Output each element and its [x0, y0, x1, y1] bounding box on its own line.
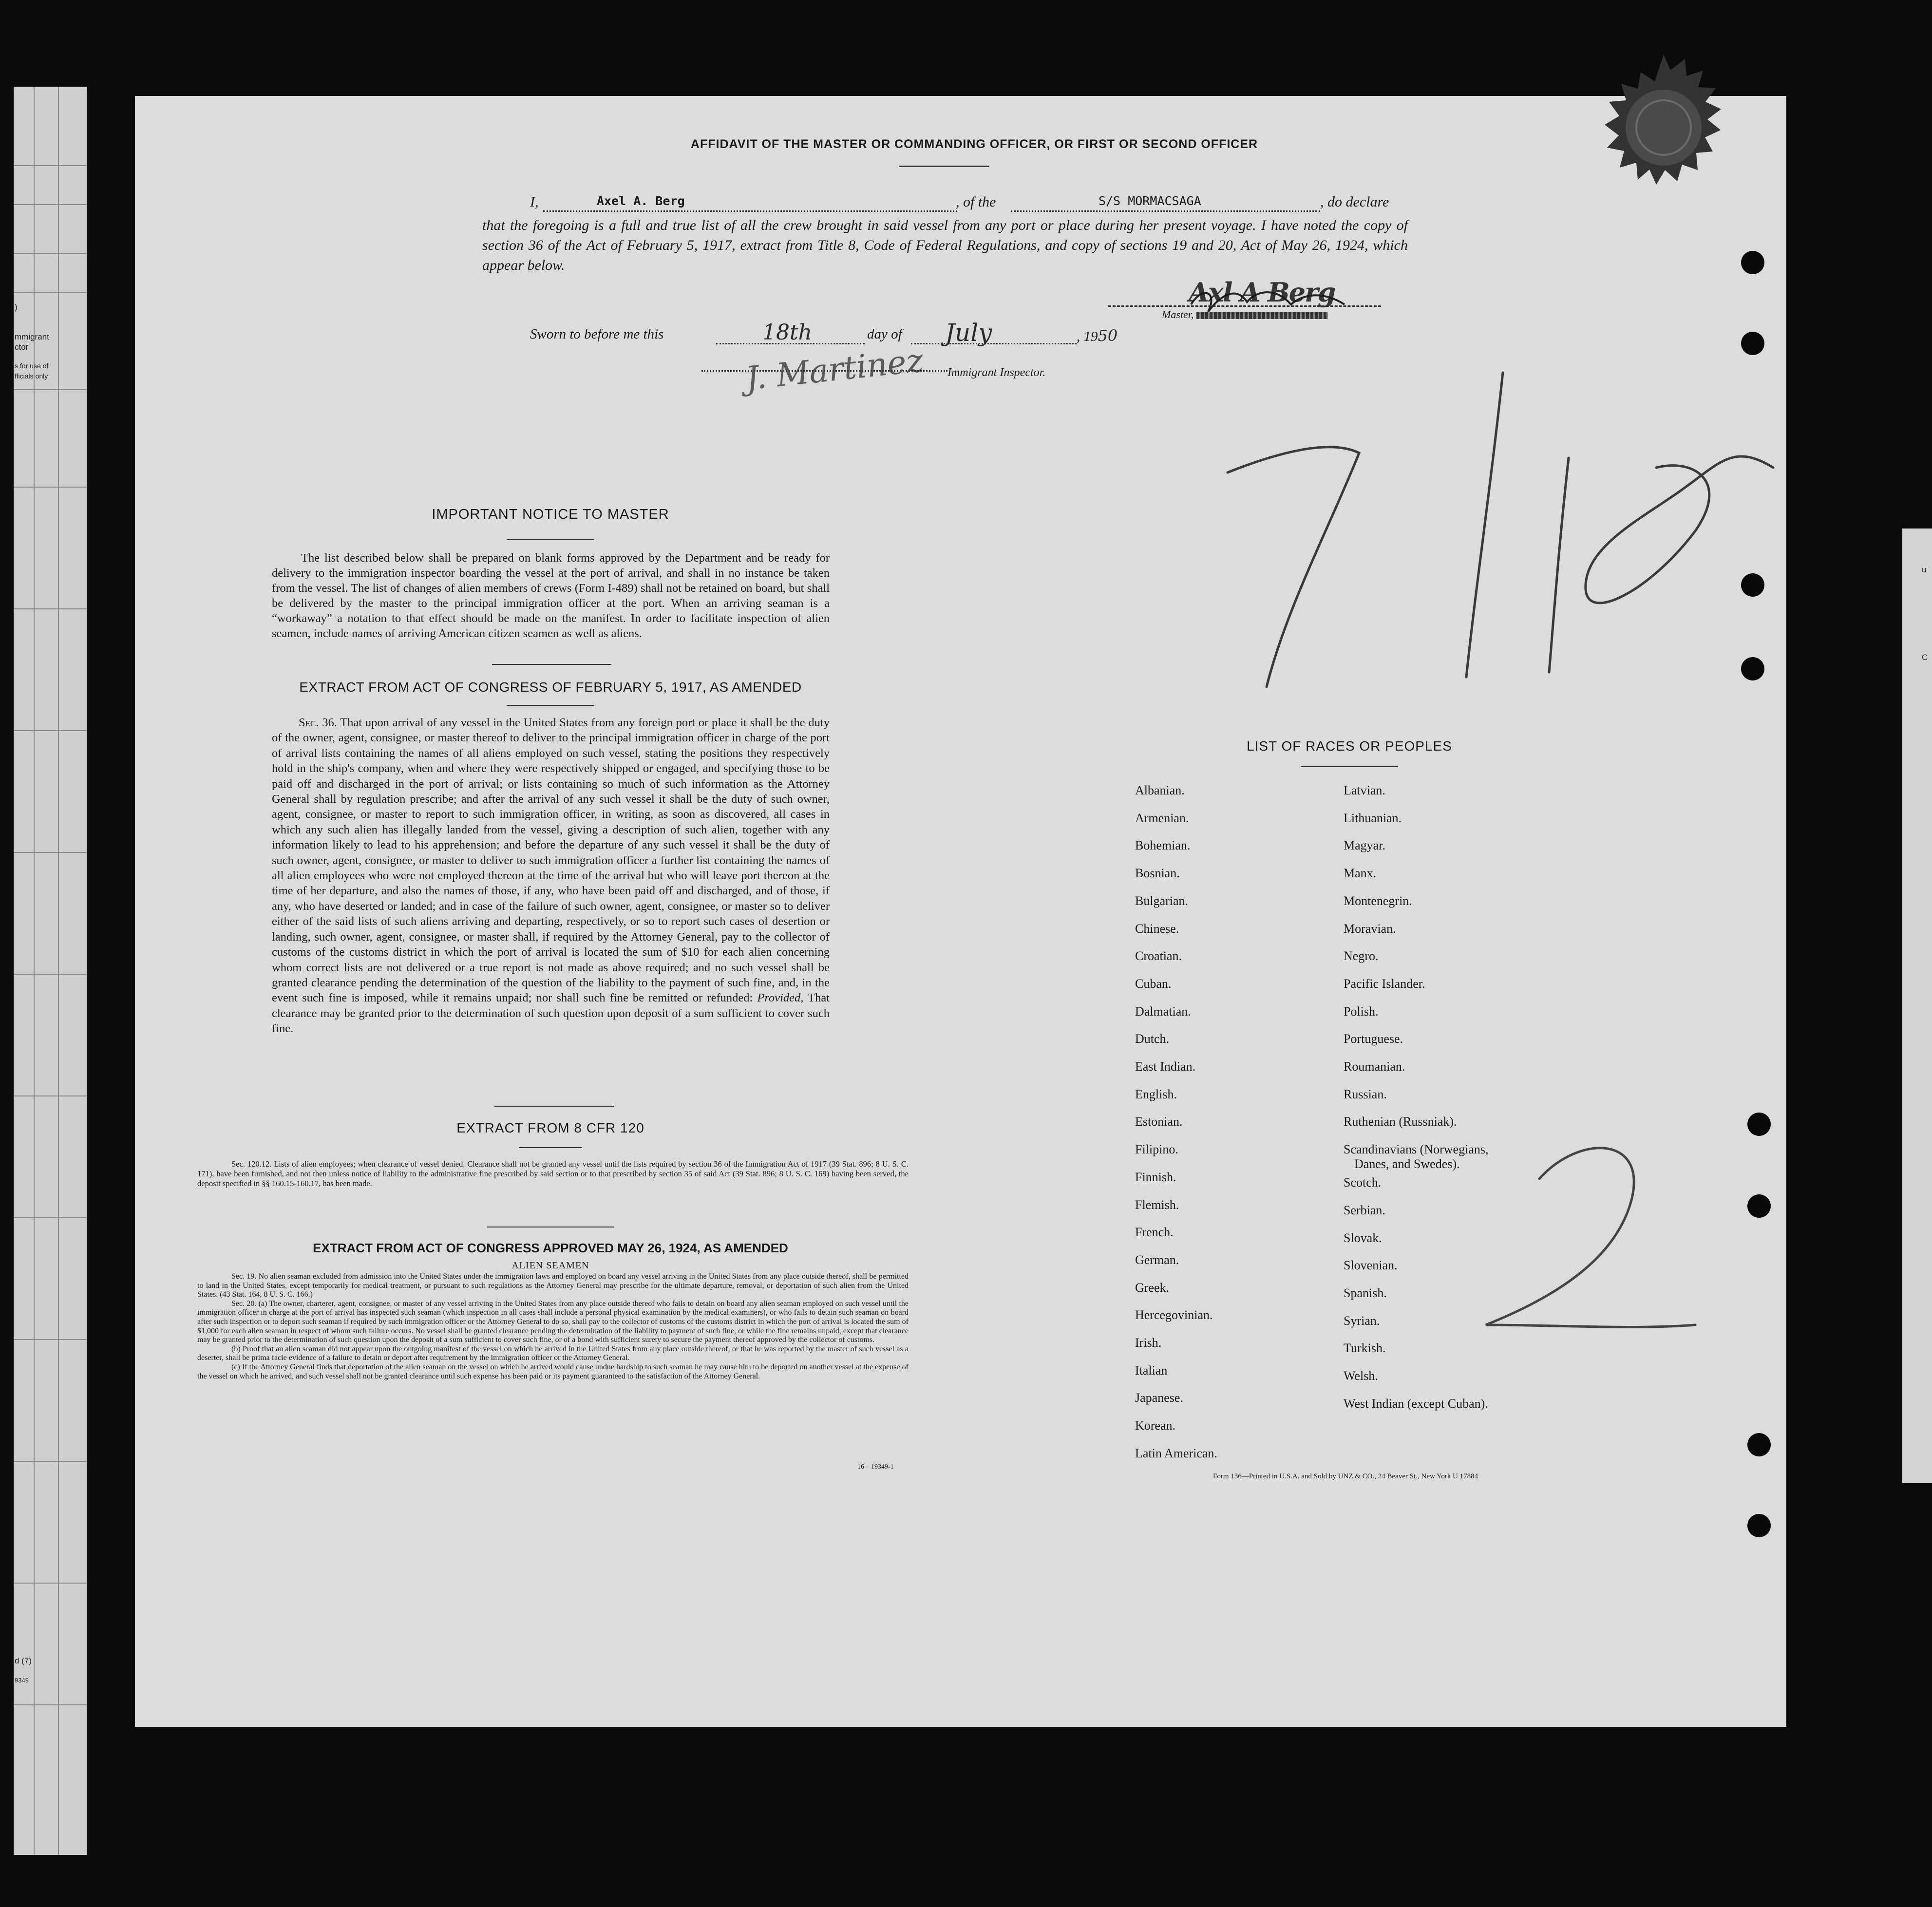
race-item: German. — [1135, 1252, 1179, 1267]
race-item: Pacific Islander. — [1344, 976, 1425, 991]
sec20c-text: (c) If the Attorney General finds that deportation of the alien seaman on the vessel on which he arrived would cause undue hardship to such seaman he may cause him to be deported on another vessel at the expense of the vessel on which he arrived, and such vessel shall not be granted clearance until such expense has been paid or its payment guaranteed to the satisfaction of the Attorney General. — [197, 1362, 909, 1380]
race-item: Bohemian. — [1135, 838, 1191, 853]
extract-1924-subtitle: ALIEN SEAMEN — [511, 1260, 589, 1271]
left-sliver-footer — [15, 1656, 32, 1684]
race-item: French. — [1135, 1225, 1174, 1240]
race-item: Ruthenian (Russniak). — [1344, 1114, 1457, 1129]
race-item: Finnish. — [1135, 1170, 1176, 1184]
right-sliver-text — [1922, 565, 1928, 662]
race-item: Cuban. — [1135, 976, 1172, 991]
day-value: 18th — [762, 320, 813, 345]
day-of-label: day of — [867, 326, 902, 342]
right-sliver-line: u — [1922, 565, 1927, 574]
race-item: Welsh. — [1344, 1369, 1378, 1383]
race-item: Japanese. — [1135, 1391, 1183, 1405]
race-item: Roumanian. — [1344, 1059, 1405, 1074]
form-code: 16—19349-1 — [857, 1463, 894, 1471]
race-item: Bosnian. — [1135, 866, 1180, 881]
year-label — [1077, 326, 1118, 345]
left-sliver-line: ctor — [15, 342, 29, 352]
master-label-text: Master, — [1162, 308, 1194, 321]
race-item: Latin American. — [1135, 1446, 1217, 1460]
provided-text: That clearance may be granted prior to the determination of such question upon deposit of a sum sufficient to cover such fine. — [272, 991, 830, 1036]
extract-cfr-divider — [519, 1147, 582, 1148]
sec36-label: Sec. 36. — [299, 716, 337, 729]
race-item: Serbian. — [1344, 1203, 1385, 1217]
race-item: Estonian. — [1135, 1114, 1183, 1129]
extract-1917-text — [272, 715, 830, 1037]
inspector-signature-line — [701, 370, 947, 372]
race-item: Dutch. — [1135, 1032, 1170, 1046]
left-sliver-line: d (7) — [15, 1656, 32, 1665]
race-item: Chinese. — [1135, 921, 1179, 936]
inspector-label: Immigrant Inspector. — [947, 366, 1046, 379]
master-name: Axel A. Berg — [597, 194, 685, 208]
master-name-field — [543, 194, 957, 212]
extract-1924-title: EXTRACT FROM ACT OF CONGRESS APPROVED MAY 26, 1924, AS AMENDED — [313, 1241, 788, 1255]
race-item: Dalmatian. — [1135, 1004, 1191, 1019]
race-item: Flemish. — [1135, 1197, 1179, 1212]
notice-text: The list described below shall be prepared on blank forms approved by the Department and be ready for delivery to the immigration inspector boarding the vessel at the port of arrival, and shall in no instance be taken from the vessel. The list of changes of alien members of crews (Form I-489) shall not be retained on board, but shall be delivered by the master to the principal immigration officer at the port. When an arriving seaman is a “workaway” a notation to that effect should be made on the manifest. In order to facilitate inspection of alien seamen, include names of arriving American citizen seamen as well as aliens. — [272, 551, 830, 640]
sec19-text: Sec. 19. No alien seaman excluded from admission into the United States under the immigration laws and employed on board any vessel arriving in the United States from any place outside thereof, shall be permitted to land in the United States, except temporarily for medical treatment, or pursuant to such regulations as the Attorney General may prescribe for the ultimate departure, removal, or deportation of such alien from the United States. (43 Stat. 164, 8 U. S. C. 166.) — [197, 1272, 909, 1299]
race-item: Turkish. — [1344, 1341, 1386, 1356]
left-sliver-line: fficials only — [15, 372, 48, 380]
left-sliver-line: s for use of — [15, 362, 49, 370]
of-the-label: , of the — [956, 194, 996, 210]
extract-cfr-title: EXTRACT FROM 8 CFR 120 — [456, 1120, 644, 1135]
day-field — [716, 320, 865, 345]
left-sliver-line: ) — [15, 302, 18, 312]
race-item: East Indian. — [1135, 1059, 1196, 1074]
title-divider — [899, 166, 989, 167]
race-item: Slovenian. — [1344, 1258, 1398, 1273]
race-item: Spanish. — [1344, 1285, 1387, 1300]
race-item: Latvian. — [1344, 783, 1385, 797]
month-field — [911, 319, 1077, 347]
left-sliver-text — [15, 302, 88, 381]
races-footer: Form 136—Printed in U.S.A. and Sold by UNZ & CO., 24 Beaver St., New York U 17884 — [1213, 1473, 1478, 1480]
right-sliver-line: C — [1922, 653, 1928, 662]
race-item: Bulgarian. — [1135, 893, 1189, 908]
extract-1917-end-divider — [494, 1106, 614, 1107]
race-item: Scandinavians (Norwegians, — [1344, 1142, 1489, 1157]
master-label — [1162, 308, 1328, 321]
extract-cfr-text: Sec. 120.12. Lists of alien employees; when clearance of vessel denied. Clearance shall not be granted any vessel until the lists required by section 36 of the Immigration Act of 1917 (39 Stat. 896; 8 U. S. C. 171), have been furnished, and not then unless notice of liability to the administrative fine prescribed by said section or to that prescribed by section 35 of said Act (39 Stat. 896; 8 U. S. C. 169) having been served, the deposit specified in §§ 160.15-160.17, has been made. — [197, 1159, 909, 1188]
race-item-continuation: Danes, and Swedes). — [1354, 1157, 1460, 1171]
race-item: Polish. — [1344, 1004, 1379, 1019]
race-item: Irish. — [1135, 1336, 1162, 1350]
race-item: Scotch. — [1344, 1175, 1382, 1190]
race-item: Syrian. — [1344, 1313, 1380, 1328]
race-item: Italian — [1135, 1363, 1168, 1378]
races-title: LIST OF RACES OR PEOPLES — [1247, 738, 1452, 754]
notice-title: IMPORTANT NOTICE TO MASTER — [432, 507, 669, 522]
race-item: Moravian. — [1344, 921, 1396, 936]
race-item: Greek. — [1135, 1280, 1170, 1295]
race-item: Filipino. — [1135, 1142, 1178, 1157]
year-prefix: , 19 — [1077, 329, 1098, 344]
extract-1917-title: EXTRACT FROM ACT OF CONGRESS OF FEBRUARY 5, 1917, AS AMENDED — [299, 680, 802, 695]
notice-title-divider — [507, 539, 594, 540]
right-page-sliver — [1902, 529, 1932, 1483]
race-item: Hercegovinian. — [1135, 1308, 1213, 1322]
races-title-divider — [1301, 766, 1398, 767]
race-item: Croatian. — [1135, 949, 1182, 963]
left-sliver-line: mmigrant — [15, 332, 49, 341]
month-value: July — [945, 319, 992, 347]
sec20b-text: (b) Proof that an alien seaman did not appear upon the outgoing manifest of the vessel on which he arrived in the United States from any place outside thereof, or that he was reported by the master of such vessel as a deserter, shall be prima facie evidence of a failure to detain or deport after requirement by the immigration officer or the Attorney General. — [197, 1344, 909, 1362]
left-sliver-line: 9349 — [15, 1677, 29, 1684]
race-item: Albanian. — [1135, 783, 1185, 797]
race-item: Lithuanian. — [1344, 811, 1402, 825]
race-item: Korean. — [1135, 1418, 1176, 1433]
vessel-name-field — [1011, 194, 1320, 212]
race-item: Manx. — [1344, 866, 1377, 881]
provided-label: Provided, — [757, 991, 804, 1005]
race-item: Magyar. — [1344, 838, 1385, 853]
extract-1917-divider — [507, 705, 594, 706]
race-item: West Indian (except Cuban). — [1344, 1396, 1488, 1411]
race-item: English. — [1135, 1087, 1177, 1101]
race-item: Montenegrin. — [1344, 893, 1412, 908]
affidavit-title: AFFIDAVIT OF THE MASTER OR COMMANDING OFFICER, OR FIRST OR SECOND OFFICER — [690, 137, 1258, 151]
do-declare-label: , do declare — [1320, 194, 1389, 210]
inspector-signature: J. Martinez — [743, 341, 925, 397]
extract-1924-text — [197, 1272, 909, 1381]
vessel-name: S/S MORMACSAGA — [1099, 194, 1201, 208]
i-label: I, — [530, 194, 539, 210]
redacted-title — [1196, 312, 1328, 319]
race-item: Armenian. — [1135, 811, 1189, 825]
sec36-text: That upon arrival of any vessel in the United States from any foreign port or place it shall be the duty of the owner, agent, consignee, or master thereof to deliver to the principal immigration officer in charge of the port of arrival lists containing the names of all aliens employed on such vessel, stating the positions they respectively hold in the ship's company, when and where they were respectively shipped or engaged, and specifying those to be paid off and discharged in the port of arrival; or lists containing so much of such information as the Attorney General shall by regulation prescribe; and after the arrival of any such vessel it shall be the duty of such owner, agent, consignee, or master to report to such immigration officer, in writing, as soon as discovered, all cases in which any such alien has illegally landed from the vessel, giving a description of such alien, together with any information likely to lead to his apprehension; and before the departure of any such vessel it shall be the duty of such owner, agent, consignee, or master to deliver to such immigration officer a further list containing the names of all alien employees who were not employed thereon at the time of the arrival but who will leave port thereon at the time of her departure, and also the names of those, if any, who have been paid off and discharged, and of those, if any, who have deserted or landed; and in case of the failure of such owner, agent, consignee, or master so to deliver either of the said lists of such aliens arriving and departing, respectively, or so to report such cases of desertion or landing, such owner, agent, consignee, or master shall, if required by the Attorney General, pay to the collector of customs of the customs district in which the port of arrival is located the sum of $10 for each alien concerning whom correct lists are not delivered or a true report is not made as above required; and no such vessel shall be granted clearance pending the determination of the question of the liability to the payment of such fine, and, in the event such fine is imposed, while it remains unpaid; nor shall such fine be remitted or refunded: — [272, 716, 830, 1005]
race-item: Portuguese. — [1344, 1032, 1403, 1046]
race-item: Slovak. — [1344, 1230, 1382, 1245]
year-value: 50 — [1098, 326, 1118, 345]
race-item: Russian. — [1344, 1087, 1387, 1101]
notice-end-divider — [492, 664, 611, 665]
race-item: Negro. — [1344, 949, 1379, 963]
sworn-prefix: Sworn to before me this — [530, 326, 664, 342]
master-signature: Axl A Berg — [1189, 277, 1335, 308]
sec20a-text: Sec. 20. (a) The owner, charterer, agent, consignee, or master of any vessel arriving in the United States from any place outside thereof who fails to detain on board any alien seaman employed on such vessel until the immigration officer in charge at the port of arrival has inspected such seaman (which inspection in all cases shall include a personal physical examination by the medical examiners), or who fails to detain such seaman on board after such inspection or to deport such seaman if required by such immigration officer or the Attorney General to do so, shall pay to the collector of customs of the customs district in which the port of arrival is located the sum of $1,000 for each alien seaman in respect of whom such failure occurs. No vessel shall be granted clearance pending the determination of the liability to payment of such fine, or while the fine remains unpaid, except that clearance may be granted prior to the determination of such question upon the deposit of a sum sufficient to cover such fine, or of a bond with sufficient surety to secure the payment thereof approved by the collector of customs. — [197, 1299, 909, 1344]
affidavit-body: that the foregoing is a full and true list of all the crew brought in said vessel from any port or place during her present voyage. I have noted the copy of section 36 of the Act of February 5, 1917, extract from Title 8, Code of Federal Regulations, and copy of sections 19 and 20, Act of May 26, 1924, which appear below. — [482, 217, 1408, 273]
master-signature-line — [1108, 305, 1381, 307]
